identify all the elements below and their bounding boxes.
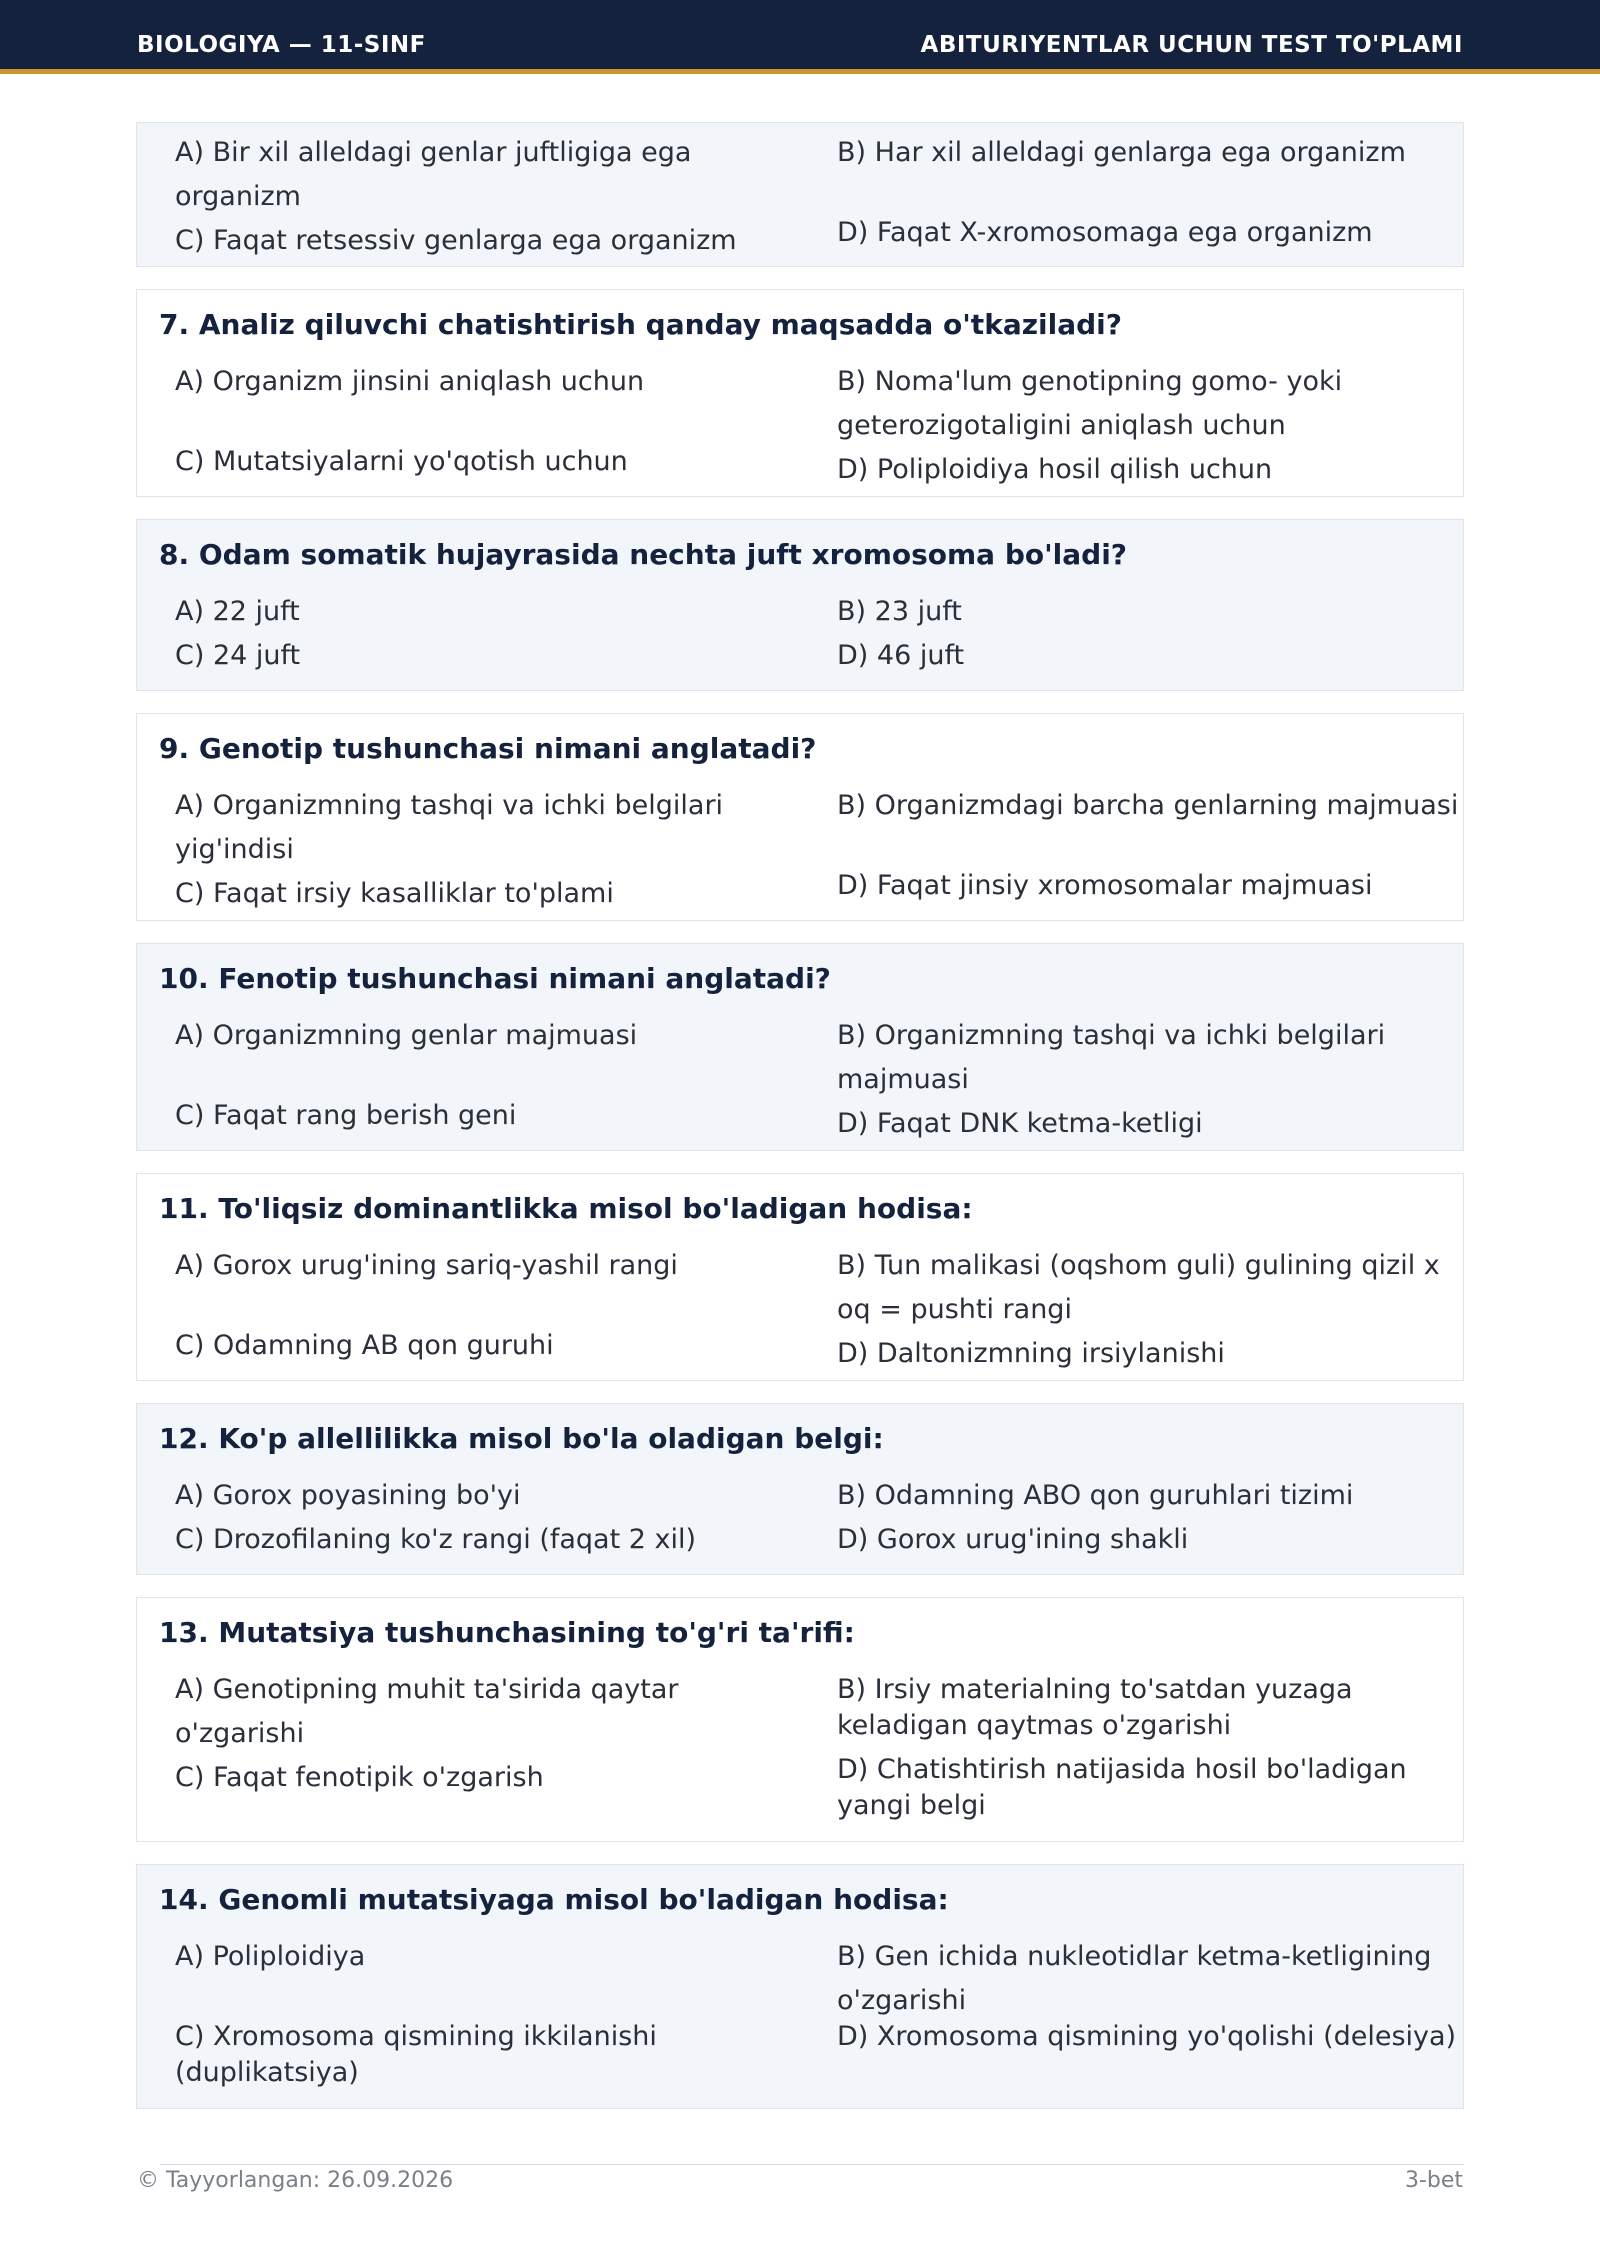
header-subject: BIOLOGIYA — 11-SINF [137,32,426,58]
option-c: C) Xromosoma qismining ikkilanishi (duplikatsiya) [175,2021,657,2088]
option-c: C) 24 juft [175,640,301,671]
question-list [136,122,1464,2131]
option-c: C) Faqat rang berish geni [175,1100,517,1131]
option-d: D) Faqat X-xromosomaga ega organizm [837,217,1373,248]
option-d: D) Faqat DNK ketma-ketligi [837,1108,1203,1139]
option-d: D) 46 juft [837,640,965,671]
option-b: B) Organizmdagi barcha genlarning majmuasi [837,790,1459,821]
page-header [0,0,1600,74]
question-title: 11. To'liqsiz dominantlikka misol bo'ladigan hodisa: [159,1192,973,1225]
option-a: A) Genotipning muhit ta'sirida qaytar o'zgarishi [175,1674,679,1749]
option-b: B) Odamning ABO qon guruhlari tizimi [837,1480,1354,1511]
question-7 [136,289,1464,497]
option-c: C) Mutatsiyalarni yo'qotish uchun [175,446,628,477]
option-a: A) Bir xil alleldagi genlar juftligiga ega organizm [175,137,692,212]
option-c: C) Faqat irsiy kasalliklar to'plami [175,878,614,909]
question-12 [136,1403,1464,1575]
question-10 [136,943,1464,1151]
option-c: C) Odamning AB qon guruhi [175,1330,554,1361]
question-13 [136,1597,1464,1842]
option-d: D) Gorox urug'ining shakli [837,1524,1189,1555]
header-collection-title: ABITURIYENTLAR UCHUN TEST TO'PLAMI [920,32,1463,58]
option-c: C) Faqat retsessiv genlarga ega organizm [175,225,737,256]
option-d: D) Poliploidiya hosil qilish uchun [837,454,1273,485]
question-14 [136,1864,1464,2109]
option-d: D) Faqat jinsiy xromosomalar majmuasi [837,870,1373,901]
question-title: 10. Fenotip tushunchasi nimani anglatadi? [159,962,831,995]
question-title: 7. Analiz qiluvchi chatishtirish qanday maqsadda o'tkaziladi? [159,308,1122,341]
question-title: 12. Ko'p allellilikka misol bo'la oladigan belgi: [159,1422,884,1455]
option-b: B) Noma'lum genotipning gomo- yoki geterozigotaligini aniqlash uchun [837,366,1343,441]
option-b: B) 23 juft [837,596,962,627]
option-a: A) 22 juft [175,596,300,627]
option-a: A) Organizmning tashqi va ichki belgilari yig'indisi [175,790,724,865]
option-b: B) Har xil alleldagi genlarga ega organizm [837,137,1406,168]
option-c: C) Drozofilaning ko'z rangi (faqat 2 xil) [175,1524,697,1555]
question-8 [136,519,1464,691]
option-c: C) Faqat fenotipik o'zgarish [175,1762,544,1793]
question-title: 8. Odam somatik hujayrasida nechta juft xromosoma bo'ladi? [159,538,1128,571]
option-d: D) Chatishtirish natijasida hosil bo'ladigan yangi belgi [837,1754,1407,1821]
question-title: 9. Genotip tushunchasi nimani anglatadi? [159,732,817,765]
page-number: 3-bet [1404,2168,1463,2193]
question-9 [136,713,1464,921]
option-a: A) Gorox urug'ining sariq-yashil rangi [175,1250,678,1281]
footer-prepared-date: © Tayyorlangan: 26.09.2026 [137,2168,454,2193]
option-b: B) Gen ichida nukleotidlar ketma-ketligining o'zgarishi [837,1941,1432,2016]
question-11 [136,1173,1464,1381]
option-a: A) Organizm jinsini aniqlash uchun [175,366,645,397]
option-d: D) Xromosoma qismining yo'qolishi (delesiya) [837,2021,1457,2052]
question-title: 14. Genomli mutatsiyaga misol bo'ladigan hodisa: [159,1883,949,1916]
option-b: B) Organizmning tashqi va ichki belgilari majmuasi [837,1020,1386,1095]
option-d: D) Daltonizmning irsiylanishi [837,1338,1225,1369]
question-6 [136,122,1464,267]
footer-divider [160,2164,1464,2165]
option-b: B) Irsiy materialning to'satdan yuzaga keladigan qaytmas o'zgarishi [837,1674,1353,1741]
option-b: B) Tun malikasi (oqshom guli) gulining qizil x oq = pushti rangi [837,1250,1440,1325]
question-title: 13. Mutatsiya tushunchasining to'g'ri ta'rifi: [159,1616,855,1649]
option-a: A) Poliploidiya [175,1941,366,1972]
option-a: A) Gorox poyasining bo'yi [175,1480,521,1511]
option-a: A) Organizmning genlar majmuasi [175,1020,638,1051]
